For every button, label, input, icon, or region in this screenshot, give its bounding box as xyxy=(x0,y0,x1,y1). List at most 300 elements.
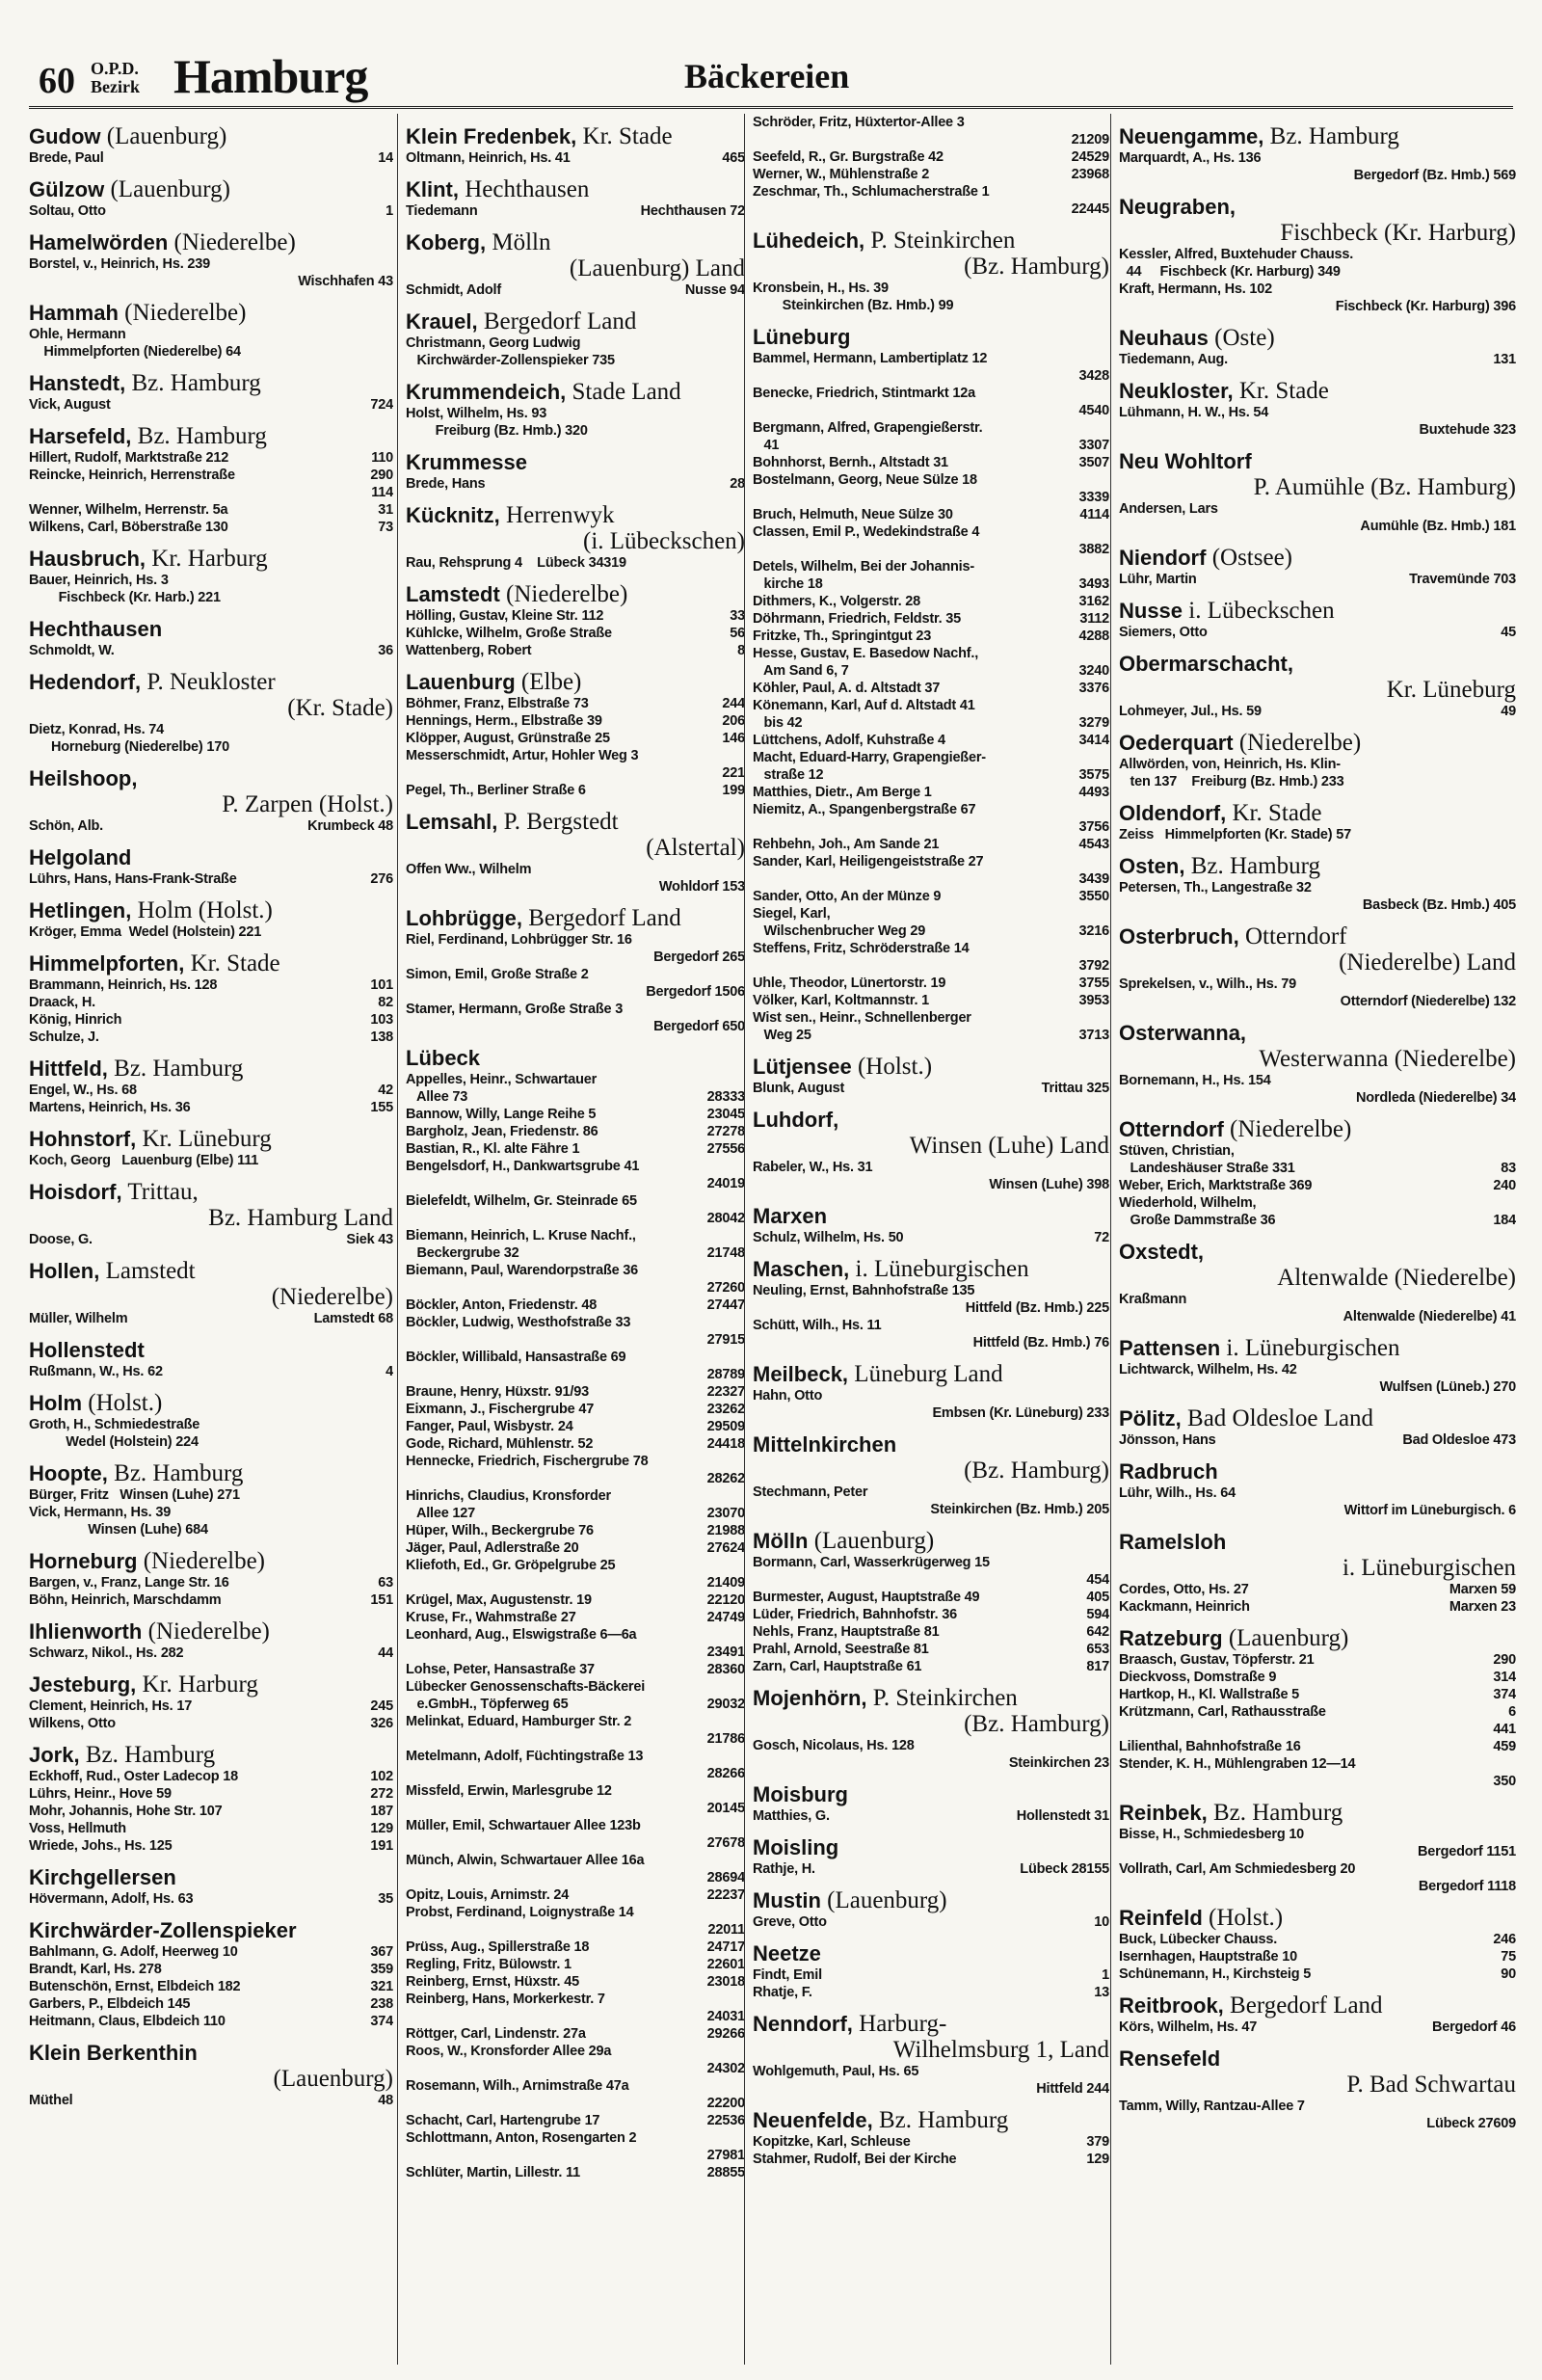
entry-name: Wiederhold, Wilhelm, xyxy=(1119,1195,1257,1211)
entry-phone: 245 xyxy=(370,1698,393,1714)
town-heading xyxy=(1119,651,1516,677)
entry-name: Winsen (Luhe) 684 xyxy=(29,1522,208,1538)
bakery-entry xyxy=(29,1416,393,1433)
entry-name: Schulze, J. xyxy=(29,1030,99,1045)
town-heading-continuation: i. Lüneburgischen xyxy=(1342,1555,1516,1581)
bakery-entry xyxy=(1119,1686,1516,1703)
entry-phone: Lübeck 27609 xyxy=(1426,2116,1516,2131)
entry-phone: 44 xyxy=(378,1645,393,1661)
entry-name: Tiedemann xyxy=(406,203,478,219)
entry-phone: Bergedorf 46 xyxy=(1431,2019,1516,2035)
entry-name: Kronsbein, H., Hs. 39 xyxy=(753,281,889,296)
bakery-entry xyxy=(406,1661,745,1678)
bakery-entry xyxy=(753,1658,1109,1675)
entry-phone: Hollenstedt 31 xyxy=(1016,1808,1109,1824)
town-heading xyxy=(406,1045,745,1071)
town-heading-continuation: (Niederelbe) xyxy=(271,1284,393,1310)
town-qualifier: Bz. Hamburg xyxy=(79,1742,216,1768)
entry-phone: 642 xyxy=(1086,1624,1109,1640)
town-heading xyxy=(1119,1116,1516,1142)
town-name: Meilbeck, xyxy=(753,1362,849,1386)
entry-name: Bammel, Hermann, Lambertiplatz 12 xyxy=(753,351,988,366)
bakery-entry xyxy=(753,437,1109,454)
town-name: Neugraben, xyxy=(1119,195,1236,219)
bakery-entry xyxy=(29,1521,393,1538)
entry-phone: 155 xyxy=(370,1100,393,1115)
entry-phone: 23968 xyxy=(1071,167,1109,182)
entry-phone: Wulfsen (Lüneb.) 270 xyxy=(1379,1379,1516,1395)
town-name: Kirchgellersen xyxy=(29,1865,176,1889)
town-qualifier: Bz. Hamburg xyxy=(1207,1800,1343,1826)
bakery-entry xyxy=(406,1817,745,1834)
entry-name: Böckler, Willibald, Hansastraße 69 xyxy=(406,1350,626,1365)
bakery-entry xyxy=(406,1018,745,1035)
entry-name: Körs, Wilhelm, Hs. 47 xyxy=(1119,2019,1258,2035)
town-heading xyxy=(29,1742,393,1768)
bakery-entry xyxy=(29,976,393,994)
entry-phone: 29032 xyxy=(706,1697,745,1712)
entry-phone: Travemünde 703 xyxy=(1409,572,1516,587)
entry-phone: 244 xyxy=(722,696,745,711)
entry-phone: 103 xyxy=(370,1012,393,1028)
bakery-entry xyxy=(406,1383,745,1401)
bakery-entry xyxy=(753,1554,1109,1571)
entry-name: Siemers, Otto xyxy=(1119,625,1208,640)
town-name: Mittelnkirchen xyxy=(753,1432,897,1457)
bakery-entry xyxy=(1119,1651,1516,1669)
bakery-entry xyxy=(406,730,745,747)
entry-name: Zarn, Carl, Hauptstraße 61 xyxy=(753,1659,922,1674)
entry-name: Wilschenbrucher Weg 29 xyxy=(753,923,926,939)
entry-name: Soltau, Otto xyxy=(29,203,106,219)
town-heading-continuation: (Kr. Stade) xyxy=(287,695,393,721)
town-heading xyxy=(29,1390,393,1416)
entry-phone: Trittau 325 xyxy=(1041,1081,1109,1096)
bakery-entry xyxy=(406,2043,745,2060)
entry-name: Freiburg (Bz. Hmb.) 320 xyxy=(406,423,588,439)
bakery-entry xyxy=(406,1470,745,1487)
town-name: Osten, xyxy=(1119,854,1185,878)
entry-phone: 63 xyxy=(378,1575,393,1591)
entry-name: Kackmann, Heinrich xyxy=(1119,1599,1250,1615)
entry-name: Hahn, Otto xyxy=(753,1388,823,1404)
town-heading xyxy=(1119,123,1516,149)
bakery-entry xyxy=(406,1435,745,1453)
entry-name: Draack, H. xyxy=(29,995,95,1010)
entry-phone: 4114 xyxy=(1079,507,1109,522)
opd-district-label xyxy=(91,60,140,96)
entry-phone: 1 xyxy=(386,203,393,219)
bakery-entry xyxy=(406,1869,745,1886)
town-qualifier: (Holst.) xyxy=(82,1390,163,1416)
town-heading xyxy=(1119,1992,1516,2019)
bakery-entry xyxy=(1119,167,1516,184)
entry-name: Böckler, Ludwig, Westhofstraße 33 xyxy=(406,1315,631,1330)
entry-phone: 28333 xyxy=(706,1089,745,1105)
town-name: Reinfeld xyxy=(1119,1906,1203,1930)
bakery-entry xyxy=(1119,1669,1516,1686)
entry-phone: 22327 xyxy=(706,1384,745,1400)
town-name: Hoisdorf, xyxy=(29,1180,122,1204)
bakery-entry xyxy=(29,343,393,361)
town-heading xyxy=(29,1618,393,1645)
entry-name: Fanger, Paul, Wisbystr. 24 xyxy=(406,1419,573,1434)
entry-phone: Marxen 23 xyxy=(1449,1599,1516,1615)
entry-phone: 24529 xyxy=(1071,149,1109,165)
entry-phone: 441 xyxy=(1493,1722,1516,1737)
entry-phone: 23491 xyxy=(706,1645,745,1660)
entry-phone: 45 xyxy=(1501,625,1516,640)
town-heading xyxy=(29,669,393,695)
town-name: Neuhaus xyxy=(1119,326,1209,350)
town-name: Ratzeburg xyxy=(1119,1626,1223,1650)
town-qualifier: Mölln xyxy=(486,229,551,255)
bakery-entry xyxy=(1119,1966,1516,1983)
bakery-entry xyxy=(29,1837,393,1855)
town-heading xyxy=(29,950,393,976)
bakery-entry xyxy=(1119,1072,1516,1089)
town-qualifier: Bz. Hamburg xyxy=(1184,853,1320,879)
town-name: Hanstedt, xyxy=(29,371,126,395)
entry-name: Tiedemann, Aug. xyxy=(1119,352,1229,367)
bakery-entry xyxy=(406,1418,745,1435)
town-qualifier: (Niederelbe) xyxy=(1223,1116,1352,1142)
bakery-entry xyxy=(406,202,745,220)
entry-phone: Lübeck 28155 xyxy=(1020,1861,1109,1877)
town-heading xyxy=(29,176,393,202)
bakery-entry xyxy=(406,554,745,572)
entry-name: Himmelpforten (Niederelbe) 64 xyxy=(29,344,241,360)
town-heading xyxy=(406,123,745,149)
entry-phone: Siek 43 xyxy=(346,1232,393,1247)
bakery-entry xyxy=(753,593,1109,610)
bakery-entry xyxy=(406,782,745,799)
bakery-entry xyxy=(753,1404,1109,1422)
bakery-entry xyxy=(753,2151,1109,2168)
bakery-entry xyxy=(753,1080,1109,1097)
bakery-entry xyxy=(406,149,745,167)
entry-phone: 3756 xyxy=(1078,819,1109,835)
town-heading xyxy=(753,1361,1109,1387)
bakery-entry xyxy=(29,1363,393,1380)
entry-phone: 21988 xyxy=(706,1523,745,1538)
bakery-entry xyxy=(1119,896,1516,914)
town-heading xyxy=(1119,1405,1516,1431)
entry-phone: 191 xyxy=(370,1838,393,1854)
entry-name: Brammann, Heinrich, Hs. 128 xyxy=(29,977,218,993)
town-heading-continuation: P. Bad Schwartau xyxy=(1346,2072,1516,2098)
town-qualifier: i. Lüneburgischen xyxy=(1220,1335,1400,1361)
entry-name: Hesse, Gustav, E. Basedow Nachf., xyxy=(753,646,979,661)
town-heading xyxy=(1119,1239,1516,1265)
entry-name: Kühlcke, Wilhelm, Große Straße xyxy=(406,626,612,641)
bakery-entry xyxy=(29,994,393,1011)
entry-name: Brede, Paul xyxy=(29,150,104,166)
town-name: Himmelpforten, xyxy=(29,951,185,976)
entry-name: Macht, Eduard-Harry, Grapengießer- xyxy=(753,750,986,765)
entry-name: Am Sand 6, 7 xyxy=(753,663,849,679)
entry-phone: 72 xyxy=(1094,1230,1109,1245)
town-heading xyxy=(406,669,745,695)
entry-name: Niemitz, A., Spangenbergstraße 67 xyxy=(753,802,976,817)
town-name: Oldendorf, xyxy=(1119,801,1227,825)
town-heading xyxy=(1119,1458,1516,1484)
bakery-entry xyxy=(753,697,1109,714)
entry-phone: 22601 xyxy=(706,1957,745,1972)
entry-name: Vollrath, Carl, Am Schmiedesberg 20 xyxy=(1119,1861,1356,1877)
town-name: Pattensen xyxy=(1119,1336,1221,1360)
town-heading xyxy=(29,229,393,255)
entry-name: Wilkens, Carl, Böberstraße 130 xyxy=(29,520,228,535)
town-qualifier: (Ostsee) xyxy=(1206,545,1293,571)
entry-phone: 27447 xyxy=(706,1297,745,1313)
entry-phone: 114 xyxy=(371,485,393,500)
town-heading xyxy=(406,905,745,931)
entry-name: Engel, W., Hs. 68 xyxy=(29,1083,137,1098)
entry-name: Völker, Karl, Koltmannstr. 1 xyxy=(753,993,929,1008)
bakery-entry xyxy=(753,297,1109,314)
entry-name: Lübecker Genossenschafts-Bäckerei xyxy=(406,1679,646,1695)
entry-phone: 101 xyxy=(370,977,393,993)
town-qualifier: Bz. Hamburg xyxy=(107,1460,244,1486)
entry-phone: 20145 xyxy=(706,1801,745,1816)
town-heading-continuation: (i. Lübeckschen) xyxy=(583,528,745,554)
town-qualifier: Kr. Stade xyxy=(1233,378,1329,404)
bakery-entry xyxy=(753,662,1109,680)
entry-phone: 367 xyxy=(370,1944,393,1960)
town-heading xyxy=(753,1887,1109,1913)
entry-name: Dieckvoss, Domstraße 9 xyxy=(1119,1670,1277,1685)
bakery-entry xyxy=(753,1807,1109,1825)
entry-phone: 3339 xyxy=(1078,490,1109,505)
bakery-entry xyxy=(406,1071,745,1088)
entry-phone: 3439 xyxy=(1078,871,1109,887)
entry-phone: 3240 xyxy=(1078,663,1109,679)
entry-name: König, Hinrich xyxy=(29,1012,122,1028)
entry-name: Roos, W., Kronsforder Allee 29a xyxy=(406,2044,612,2059)
entry-name: Fritzke, Th., Springintgut 23 xyxy=(753,628,932,644)
entry-phone: 199 xyxy=(722,783,745,798)
entry-name: Eixmann, J., Fischergrube 47 xyxy=(406,1402,595,1417)
bakery-entry xyxy=(753,1571,1109,1589)
entry-name: Bengelsdorf, H., Dankwartsgrube 41 xyxy=(406,1159,640,1174)
entry-phone: Fischbeck (Kr. Harburg) 396 xyxy=(1335,299,1516,314)
entry-phone: 817 xyxy=(1086,1659,1109,1674)
entry-name: Bargholz, Jean, Friedenstr. 86 xyxy=(406,1124,598,1139)
town-heading-continuation: Winsen (Luhe) Land xyxy=(909,1133,1109,1159)
bakery-entry xyxy=(753,628,1109,645)
bakery-entry xyxy=(1119,1361,1516,1378)
entry-name: Hennecke, Friedrich, Fischergrube 78 xyxy=(406,1454,649,1469)
entry-phone: 3376 xyxy=(1078,681,1109,696)
town-qualifier: (Niederelbe) xyxy=(1233,730,1362,756)
entry-name: Bahlmann, G. Adolf, Heerweg 10 xyxy=(29,1944,238,1960)
bakery-entry xyxy=(753,1737,1109,1754)
entry-name: Münch, Alwin, Schwartauer Allee 16a xyxy=(406,1853,645,1868)
town-name: Moisburg xyxy=(753,1782,848,1806)
entry-phone: 42 xyxy=(378,1083,393,1098)
entry-name: Hövermann, Adolf, Hs. 63 xyxy=(29,1891,194,1907)
town-name: Pölitz, xyxy=(1119,1406,1182,1431)
bakery-entry xyxy=(406,2077,745,2095)
entry-name: Appelles, Heinr., Schwartauer xyxy=(406,1072,598,1087)
entry-name: Schütt, Wilh., Hs. 11 xyxy=(753,1318,882,1333)
bakery-entry xyxy=(753,148,1109,166)
entry-name: Sander, Karl, Heiligengeiststraße 27 xyxy=(753,854,984,869)
entry-phone: 49 xyxy=(1501,704,1516,719)
entry-name: Wist sen., Heinr., Schnellenberger xyxy=(753,1010,971,1026)
entry-phone: 82 xyxy=(378,995,393,1010)
entry-phone: 379 xyxy=(1086,2134,1109,2150)
bakery-entry xyxy=(753,1009,1109,1027)
entry-phone: 28 xyxy=(730,476,745,492)
bakery-entry xyxy=(29,817,393,835)
entry-phone: 290 xyxy=(370,468,393,483)
bakery-entry xyxy=(29,642,393,659)
entry-name: Koch, Georg Lauenburg (Elbe) 111 xyxy=(29,1153,259,1168)
bakery-entry xyxy=(406,1765,745,1782)
entry-phone: 27278 xyxy=(706,1124,745,1139)
bakery-entry xyxy=(406,607,745,625)
bakery-entry xyxy=(1119,1502,1516,1519)
entry-phone: 33 xyxy=(730,608,745,624)
entry-name: Probst, Ferdinand, Loignystraße 14 xyxy=(406,1905,634,1920)
entry-name: Heitmann, Claus, Elbdeich 110 xyxy=(29,2014,226,2029)
town-qualifier: (Holst.) xyxy=(1202,1905,1284,1931)
bakery-entry xyxy=(406,1696,745,1713)
bakery-entry xyxy=(1119,976,1516,993)
entry-name: Doose, G. xyxy=(29,1232,93,1247)
town-heading-continuation: (Bz. Hamburg) xyxy=(964,254,1109,280)
bakery-entry xyxy=(1119,518,1516,535)
entry-name: Krügel, Max, Augustenstr. 19 xyxy=(406,1592,592,1608)
entry-phone: 28042 xyxy=(706,1211,745,1226)
bakery-entry xyxy=(29,1715,393,1732)
entry-name: Andersen, Lars xyxy=(1119,501,1218,517)
entry-phone: 22237 xyxy=(706,1887,745,1903)
town-heading xyxy=(753,2107,1109,2133)
town-name: Reitbrook, xyxy=(1119,1993,1224,2018)
entry-name: Holst, Wilhelm, Hs. 93 xyxy=(406,406,547,421)
town-name: Neuenfelde, xyxy=(753,2108,873,2132)
town-heading xyxy=(29,300,393,326)
bakery-entry xyxy=(753,923,1109,940)
entry-phone: 1 xyxy=(1102,1967,1109,1983)
bakery-entry xyxy=(753,1484,1109,1501)
entry-phone: 4540 xyxy=(1078,403,1109,418)
town-heading-continuation: Altenwalde (Niederelbe) xyxy=(1277,1265,1516,1291)
bakery-entry xyxy=(406,1939,745,1956)
entry-phone: 724 xyxy=(370,397,393,413)
town-name: Gudow xyxy=(29,124,101,148)
bakery-entry xyxy=(753,801,1109,818)
bakery-entry xyxy=(1119,1378,1516,1396)
town-name: Rensefeld xyxy=(1119,2046,1221,2071)
entry-phone: Hittfeld (Bz. Hmb.) 76 xyxy=(972,1335,1109,1350)
entry-name: Werner, W., Mühlenstraße 2 xyxy=(753,167,930,182)
entry-name: Schröder, Fritz, Hüxtertor-Allee 3 xyxy=(753,115,965,130)
entry-phone: 314 xyxy=(1493,1670,1516,1685)
entry-phone: Lamstedt 68 xyxy=(313,1311,393,1326)
bakery-entry xyxy=(406,1297,745,1314)
town-heading xyxy=(29,1126,393,1152)
town-name: Hollenstedt xyxy=(29,1338,145,1362)
entry-name: Christmann, Georg Ludwig xyxy=(406,335,581,351)
bakery-entry xyxy=(753,870,1109,888)
opd-line-2: Bezirk xyxy=(91,77,140,96)
town-qualifier: Bz. Hamburg xyxy=(107,1056,244,1082)
town-name: Otterndorf xyxy=(1119,1117,1224,1141)
town-heading xyxy=(406,809,745,835)
bakery-entry xyxy=(1119,1773,1516,1790)
entry-name: Seefeld, R., Gr. Burgstraße 42 xyxy=(753,149,944,165)
town-name: Lauenburg xyxy=(406,670,516,694)
entry-phone: 151 xyxy=(370,1592,393,1608)
bakery-entry xyxy=(1119,624,1516,641)
bakery-entry xyxy=(29,1029,393,1046)
entry-name: Krützmann, Carl, Rathausstraße xyxy=(1119,1704,1326,1720)
entry-phone: 31 xyxy=(378,502,393,518)
entry-phone: 4493 xyxy=(1078,785,1109,800)
entry-name: Isernhagen, Hauptstraße 10 xyxy=(1119,1949,1297,1965)
bakery-entry xyxy=(29,484,393,501)
bakery-entry xyxy=(406,1557,745,1574)
entry-name: Voss, Hellmuth xyxy=(29,1821,126,1836)
entry-name: Borstel, v., Heinrich, Hs. 239 xyxy=(29,256,210,272)
bakery-entry xyxy=(29,449,393,467)
entry-name: Schön, Alb. xyxy=(29,818,104,834)
bakery-entry xyxy=(1119,1431,1516,1449)
entry-name: Kliefoth, Ed., Gr. Gröpelgrube 25 xyxy=(406,1558,616,1573)
entry-name: Bergmann, Alfred, Grapengießerstr. xyxy=(753,420,983,436)
town-name: Jesteburg, xyxy=(29,1672,137,1697)
bakery-entry xyxy=(1119,1160,1516,1177)
entry-phone: 374 xyxy=(1493,1687,1516,1702)
bakery-entry xyxy=(753,1913,1109,1931)
bakery-entry xyxy=(406,1210,745,1227)
entry-name: Wriede, Johs., Hs. 125 xyxy=(29,1838,173,1854)
town-name: Hausbruch, xyxy=(29,547,146,571)
entry-name: Allee 73 xyxy=(406,1089,468,1105)
entry-name: Bohnhorst, Bernh., Altstadt 31 xyxy=(753,455,948,470)
entry-name: Clement, Heinrich, Hs. 17 xyxy=(29,1698,193,1714)
town-qualifier: (Lauenburg) xyxy=(100,123,227,149)
entry-name: Müthel xyxy=(29,2093,73,2108)
bakery-entry xyxy=(29,519,393,536)
bakery-entry xyxy=(1119,1308,1516,1325)
entry-phone: 326 xyxy=(370,1716,393,1731)
entry-phone: 6 xyxy=(1508,1704,1516,1720)
town-qualifier: Herrenwyk xyxy=(499,502,615,528)
entry-name: Weg 25 xyxy=(753,1028,811,1043)
bakery-entry xyxy=(406,2164,745,2181)
entry-name: Schwarz, Nikol., Hs. 282 xyxy=(29,1645,184,1661)
entry-name: Tamm, Willy, Rantzau-Allee 7 xyxy=(1119,2099,1305,2114)
entry-name: Melinkat, Eduard, Hamburger Str. 2 xyxy=(406,1714,632,1729)
entry-phone: Steinkirchen 23 xyxy=(1008,1755,1109,1771)
entry-name: Mohr, Johannis, Hohe Str. 107 xyxy=(29,1804,223,1819)
bakery-entry xyxy=(753,1641,1109,1658)
entry-name: Kraßmann xyxy=(1119,1292,1187,1307)
bakery-entry xyxy=(406,747,745,764)
bakery-entry xyxy=(753,506,1109,523)
bakery-entry xyxy=(406,712,745,730)
bakery-entry xyxy=(406,1921,745,1939)
town-name: Neetze xyxy=(753,1941,821,1966)
town-qualifier: Bz. Hamburg xyxy=(872,2107,1009,2133)
entry-phone: Marxen 59 xyxy=(1449,1582,1516,1597)
bakery-entry xyxy=(406,1886,745,1904)
